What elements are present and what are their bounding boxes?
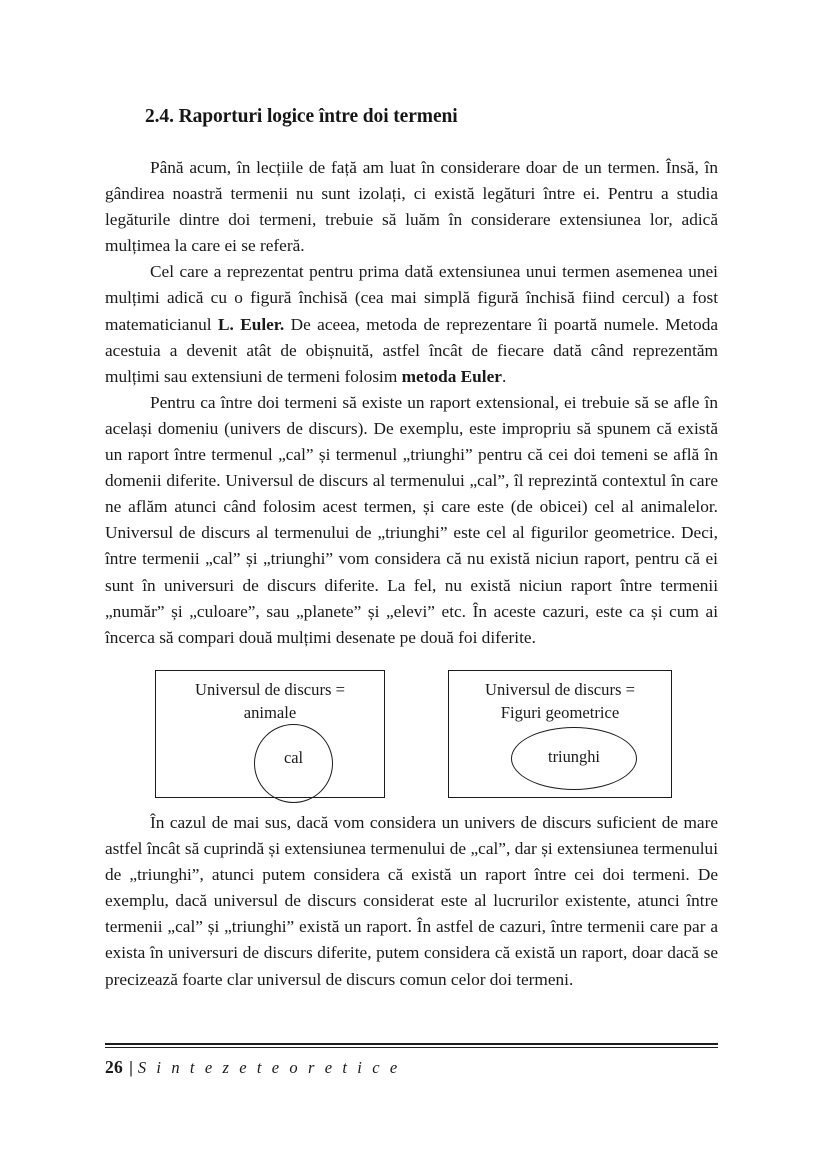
euler-box-figuri-caption xyxy=(449,678,671,724)
euler-box-animale xyxy=(155,670,385,798)
footer-separator: | xyxy=(129,1058,133,1077)
paragraph-euler-part2: De aceea, metoda de reprezentare îi poartă numele. Metoda acestuia a devenit atât de obișnuită, astfel încât de fiecare dată când reprezentăm mulțimi sau extensiuni de termeni folosim xyxy=(105,314,719,386)
caption-line-2: animale xyxy=(243,703,297,722)
euler-circle-cal xyxy=(254,724,333,803)
paragraph-univers-discurs: Pentru ca între doi termeni să existe un raport extensional, ei trebuie să se afle în același domeniu (univers de discurs). De exemplu, este impropriu să spunem că există un raport între termenul „cal” și termenul „triunghi” pentru că cei doi temeni se află în domenii diferite. Universul de discurs al termenului „cal”, îl reprezintă contextul în care ne aflăm atunci când folosim acest termen, și care este (de obicei) cel al animalelor. Universul de discurs al termenului de „triunghi” este cel al figurilor geometrice. Deci, între termenii „cal” și „triunghi” vom considera că nu există niciun raport, pentru că ei sunt în universuri de discurs diferite. La fel, nu există niciun raport între termenii „număr” și „culoare”, sau „planete” și „elevi” etc. În aceste cazuri, este ca și cum ai încerca să compari două mulțimi desenate pe două foi diferite. xyxy=(105,392,718,647)
caption-line-1: Universul de discurs = xyxy=(195,680,345,699)
emphasis-metoda-euler: metoda Euler xyxy=(401,366,502,386)
paragraph-euler-part3: . xyxy=(501,366,507,386)
page-content xyxy=(105,0,718,651)
footer-book-title: S i n t e z e t e o r e t i c e xyxy=(137,1058,401,1077)
footer-text xyxy=(105,1057,718,1078)
paragraph-euler xyxy=(105,259,718,389)
caption-line-1: Universul de discurs = xyxy=(485,680,635,699)
paragraph-concluzie: În cazul de mai sus, dacă vom considera un univers de discurs suficient de mare astfel încât să cuprindă și extensiunea termenului de „cal”, dar și extensiunea termenului de „triunghi”, atunci putem considera că există un raport între cei doi termeni. De exemplu, dacă universul de discurs considerat este al lucrurilor existente, atunci între termenii „cal” și „triunghi” există un raport. În astfel de cazuri, între termenii care par a exista în universuri de discurs diferite, putem considera că există un raport, doar dacă se precizează foarte clar universul de discurs comun celor doi termeni. xyxy=(105,813,718,989)
euler-ellipse-triunghi-label: triunghi xyxy=(548,747,600,767)
euler-box-figuri-geometrice xyxy=(448,670,672,798)
paragraph-intro: Până acum, în lecțiile de față am luat în considerare doar de un termen. Însă, în gândirea noastră termenii nu sunt izolați, ci există legături între ei. Pentru a studia legăturile dintre doi termeni, trebuie să luăm în considerare extensiunea lor, adică mulțimea la care ei se referă. xyxy=(105,158,718,256)
footer-divider xyxy=(105,1043,718,1048)
euler-ellipse-triunghi xyxy=(511,727,637,790)
euler-figure xyxy=(0,670,828,800)
paragraph-euler-part1: Cel care a reprezentat pentru prima dată extensiunea unui termen asemenea unei mulțimi adică cu o figură închisă (cea mai simplă figură închisă fiind cercul) a fost matematicianul xyxy=(105,262,718,334)
page-content-lower xyxy=(105,810,718,993)
euler-box-animale-caption xyxy=(156,678,384,724)
euler-circle-cal-label: cal xyxy=(283,748,304,768)
section-heading: 2.4. Raporturi logice între doi termeni xyxy=(145,106,458,127)
page-number: 26 xyxy=(105,1057,124,1077)
emphasis-l-euler: L. Euler. xyxy=(217,314,285,334)
caption-line-2: Figuri geometrice xyxy=(500,703,620,722)
page-footer xyxy=(105,1043,718,1078)
